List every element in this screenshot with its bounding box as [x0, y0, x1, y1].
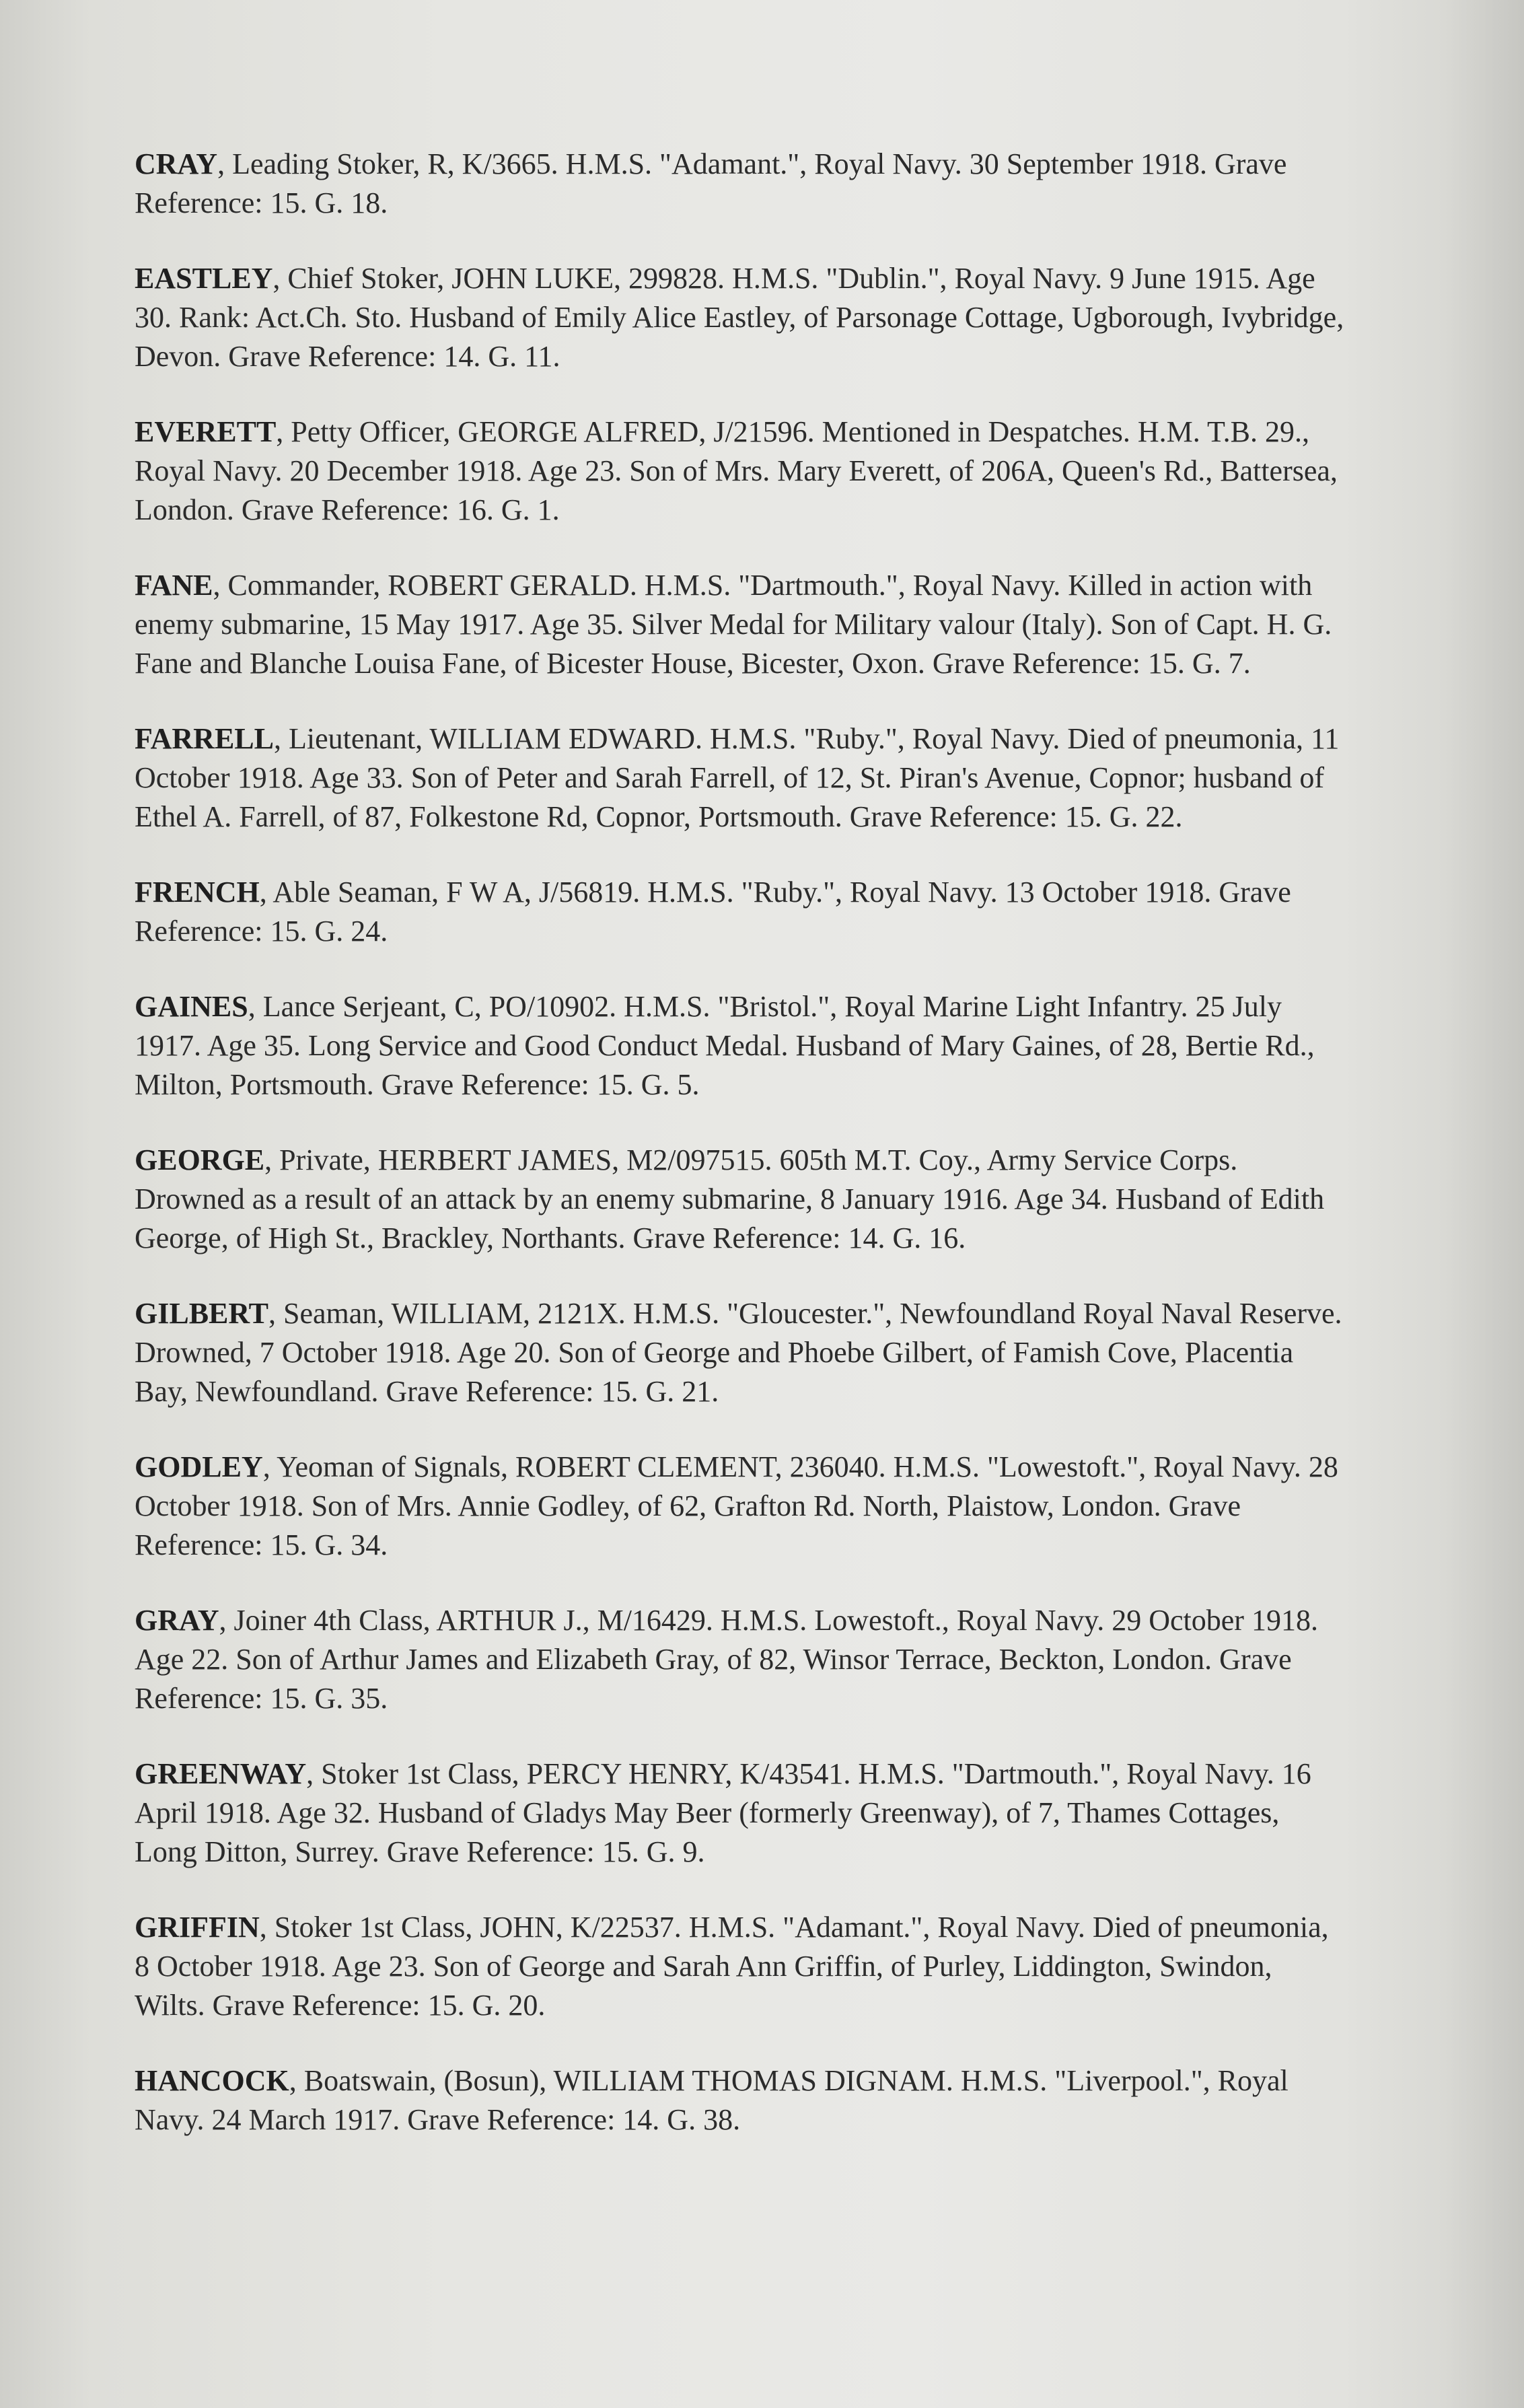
entry-griffin	[135, 1908, 1346, 2025]
entry-details: , Yeoman of Signals, ROBERT CLEMENT, 236040. H.M.S. "Lowestoft.", Royal Navy. 28 October 1918. Son of Mrs. Annie Godley, of 62, Grafton Rd. North, Plaistow, London. Grave Reference: 15. G. 34.	[135, 1450, 1338, 1561]
entry-surname: GEORGE	[135, 1143, 265, 1176]
entry-gilbert	[135, 1294, 1346, 1411]
entry-details: , Petty Officer, GEORGE ALFRED, J/21596. Mentioned in Despatches. H.M. T.B. 29., Royal Navy. 20 December 1918. Age 23. Son of Mrs. Mary Everett, of 206A, Queen's Rd., Battersea, London. Grave Reference: 16. G. 1.	[135, 415, 1338, 526]
entry-details: , Lieutenant, WILLIAM EDWARD. H.M.S. "Ruby.", Royal Navy. Died of pneumonia, 11 October 1918. Age 33. Son of Peter and Sarah Farrell, of 12, St. Piran's Avenue, Copnor; husband of Ethel A. Farrell, of 87, Folkestone Rd, Copnor, Portsmouth. Grave Reference: 15. G. 22.	[135, 722, 1340, 833]
entry-surname: CRAY	[135, 147, 218, 180]
entry-surname: FARRELL	[135, 722, 274, 755]
entry-details: , Commander, ROBERT GERALD. H.M.S. "Dartmouth.", Royal Navy. Killed in action with enemy submarine, 15 May 1917. Age 35. Silver Medal for Military valour (Italy). Son of Capt. H. G. Fane and Blanche Louisa Fane, of Bicester House, Bicester, Oxon. Grave Reference: 15. G. 7.	[135, 569, 1332, 680]
entry-details: , Boatswain, (Bosun), WILLIAM THOMAS DIGNAM. H.M.S. "Liverpool.", Royal Navy. 24 March 1917. Grave Reference: 14. G. 38.	[135, 2064, 1289, 2136]
entry-eastley	[135, 259, 1346, 376]
entry-fane	[135, 566, 1346, 683]
entry-details: , Lance Serjeant, C, PO/10902. H.M.S. "Bristol.", Royal Marine Light Infantry. 25 July 1917. Age 35. Long Service and Good Conduct Medal. Husband of Mary Gaines, of 28, Bertie Rd., Milton, Portsmouth. Grave Reference: 15. G. 5.	[135, 990, 1315, 1101]
entry-surname: GRAY	[135, 1604, 219, 1637]
entry-surname: FRENCH	[135, 876, 260, 909]
entry-details: , Stoker 1st Class, PERCY HENRY, K/43541. H.M.S. "Dartmouth.", Royal Navy. 16 April 1918. Age 32. Husband of Gladys May Beer (formerly Greenway), of 7, Thames Cottages, Long Ditton, Surrey. Grave Reference: 15. G. 9.	[135, 1757, 1311, 1868]
entry-details: , Private, HERBERT JAMES, M2/097515. 605th M.T. Coy., Army Service Corps. Drowned as a result of an attack by an enemy submarine, 8 January 1916. Age 34. Husband of Edith George, of High St., Brackley, Northants. Grave Reference: 14. G. 16.	[135, 1143, 1325, 1254]
entry-greenway	[135, 1755, 1346, 1872]
entry-details: , Joiner 4th Class, ARTHUR J., M/16429. H.M.S. Lowestoft., Royal Navy. 29 October 1918. Age 22. Son of Arthur James and Elizabeth Gray, of 82, Winsor Terrace, Beckton, London. Grave Reference: 15. G. 35.	[135, 1604, 1318, 1715]
entry-george	[135, 1141, 1346, 1258]
entry-godley	[135, 1448, 1346, 1565]
entry-farrell	[135, 719, 1346, 837]
entry-surname: GREENWAY	[135, 1757, 307, 1790]
casualty-list	[135, 145, 1346, 2176]
entry-hancock	[135, 2061, 1346, 2139]
entry-details: , Leading Stoker, R, K/3665. H.M.S. "Adamant.", Royal Navy. 30 September 1918. Grave Reference: 15. G. 18.	[135, 147, 1287, 219]
entry-french	[135, 873, 1346, 951]
entry-everett	[135, 413, 1346, 530]
entry-surname: GRIFFIN	[135, 1911, 260, 1944]
entry-cray	[135, 145, 1346, 223]
entry-surname: GAINES	[135, 990, 248, 1023]
entry-surname: GILBERT	[135, 1297, 268, 1330]
entry-surname: GODLEY	[135, 1450, 263, 1483]
entry-surname: FANE	[135, 569, 213, 602]
entry-gray	[135, 1601, 1346, 1718]
entry-surname: HANCOCK	[135, 2064, 289, 2097]
entry-surname: EVERETT	[135, 415, 277, 448]
entry-surname: EASTLEY	[135, 262, 273, 295]
entry-gaines	[135, 987, 1346, 1104]
entry-details: , Seaman, WILLIAM, 2121X. H.M.S. "Gloucester.", Newfoundland Royal Naval Reserve. Drowned, 7 October 1918. Age 20. Son of George and Phoebe Gilbert, of Famish Cove, Placentia Bay, Newfoundland. Grave Reference: 15. G. 21.	[135, 1297, 1342, 1408]
entry-details: , Able Seaman, F W A, J/56819. H.M.S. "Ruby.", Royal Navy. 13 October 1918. Grave Reference: 15. G. 24.	[135, 876, 1291, 948]
entry-details: , Stoker 1st Class, JOHN, K/22537. H.M.S. "Adamant.", Royal Navy. Died of pneumonia, 8 October 1918. Age 23. Son of George and Sarah Ann Griffin, of Purley, Liddington, Swindon, Wilts. Grave Reference: 15. G. 20.	[135, 1911, 1329, 2022]
entry-details: , Chief Stoker, JOHN LUKE, 299828. H.M.S. "Dublin.", Royal Navy. 9 June 1915. Age 30. Rank: Act.Ch. Sto. Husband of Emily Alice Eastley, of Parsonage Cottage, Ugborough, Ivybridge, Devon. Grave Reference: 14. G. 11.	[135, 262, 1344, 373]
